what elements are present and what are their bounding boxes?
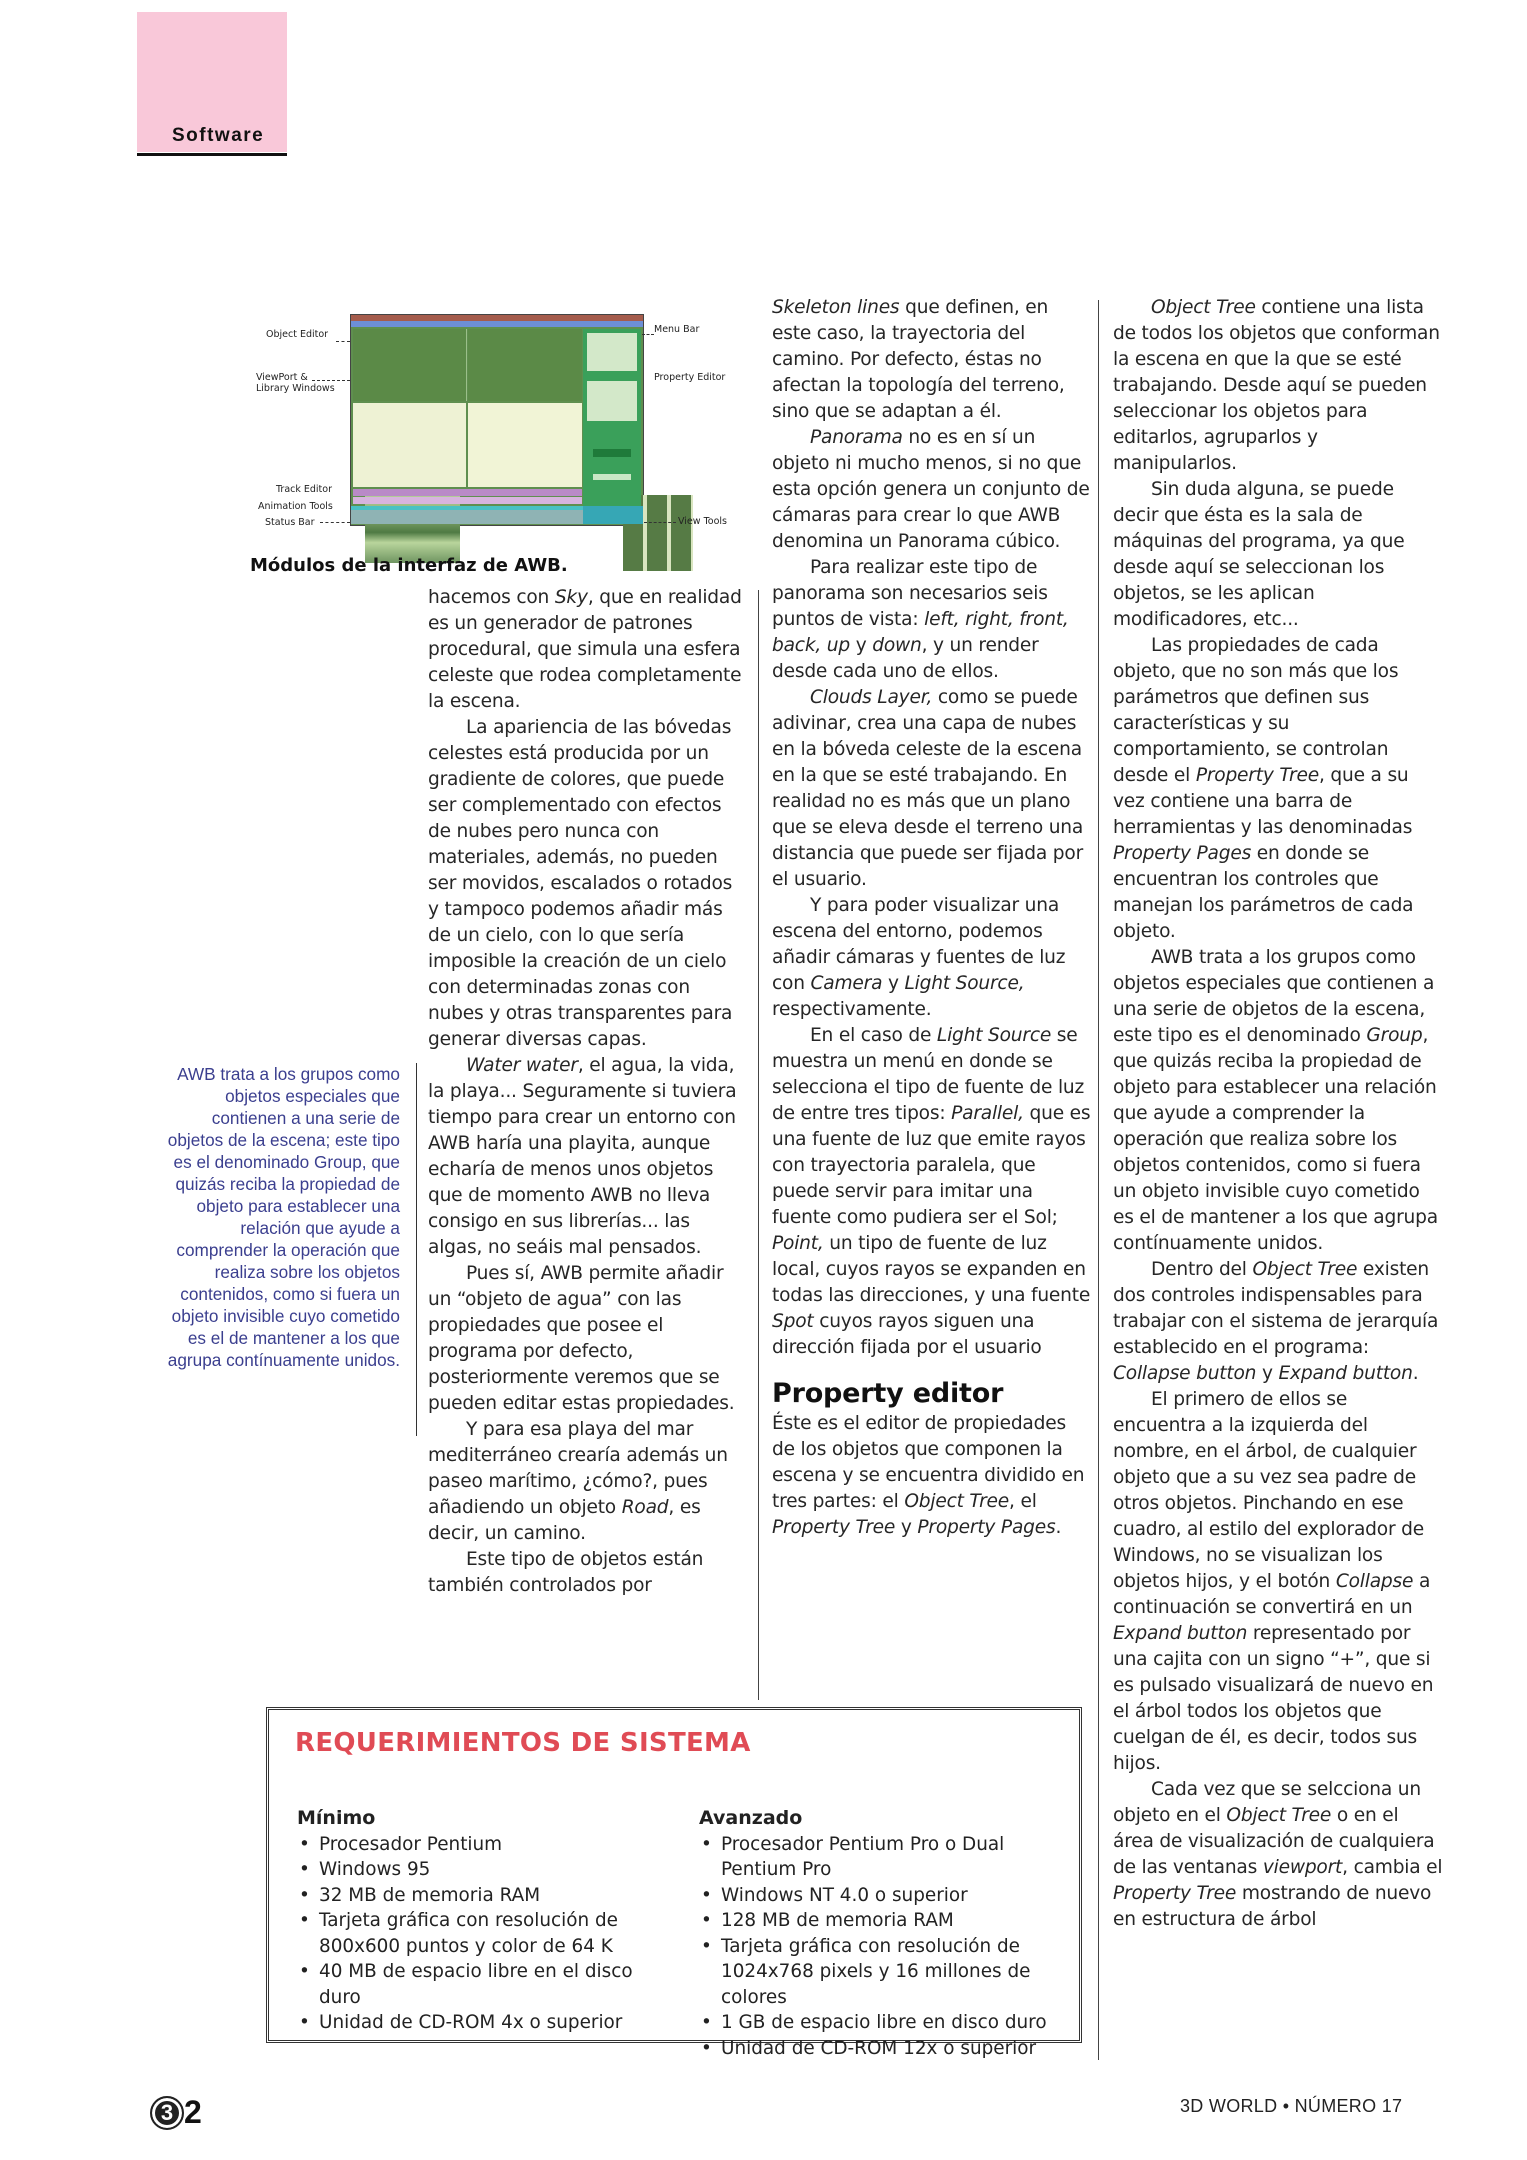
- requirement-item: • Unidad de CD-ROM 4x o superior: [297, 2010, 667, 2036]
- screenshot-library-window: [468, 403, 582, 487]
- term-object-tree: Object Tree: [1151, 297, 1256, 318]
- term-property-tree: Property Tree: [1113, 1883, 1237, 1904]
- article-column-1: [428, 585, 748, 1599]
- text: Y para poder visualizar una escena del entorno, podemos añadir cámaras y fuentes de luz con: [772, 895, 1066, 994]
- text: .: [1055, 1517, 1062, 1538]
- text: , cambia el: [1342, 1857, 1443, 1878]
- paragraph: [1113, 1257, 1443, 1387]
- page-number-digit: 2: [184, 2094, 202, 2130]
- text: que es una fuente de luz que emite rayos con trayectoria paralela, que puede servir para imitar una fuente como pudiera ser el Sol;: [772, 1103, 1091, 1228]
- requirements-advanced: [699, 1806, 1074, 2061]
- term-object-tree: Object Tree: [1252, 1259, 1358, 1280]
- term-down: down: [872, 635, 922, 656]
- text: que definen, en este caso, la trayectoria del camino. Por defecto, éstas no afectan la topología del terreno, sino que se adaptan a él.: [772, 297, 1065, 422]
- term-camera: Camera: [810, 973, 883, 994]
- system-requirements-box: [266, 1707, 1082, 2059]
- paragraph: [772, 425, 1092, 555]
- text: contiene una lista de todos los objetos que conforman la escena en que la que se esté trabajando. Desde aquí se pueden seleccionar los objetos para editarlos, agruparlos y manipularlos.: [1113, 297, 1440, 474]
- callout-object-editor: Object Editor: [266, 329, 329, 340]
- term-point: Point,: [772, 1233, 824, 1254]
- requirements-minimum: [297, 1806, 667, 2036]
- paragraph: [772, 1023, 1092, 1361]
- term-property-tree: Property Tree: [1195, 765, 1319, 786]
- text: Dentro del: [1151, 1259, 1253, 1280]
- status-strip: [351, 506, 584, 510]
- term-road: Road: [621, 1497, 669, 1518]
- property-pages-control: [593, 449, 631, 457]
- term-object-tree: Object Tree: [1226, 1805, 1332, 1826]
- text: hacemos con: [428, 587, 555, 608]
- text: y: [850, 635, 873, 656]
- term-sky: Sky: [554, 587, 588, 608]
- text: Cada vez que se selcciona un objeto en el: [1113, 1779, 1421, 1826]
- text: y: [1256, 1363, 1279, 1384]
- term-water: Water water: [466, 1055, 578, 1076]
- text: como se puede adivinar, crea una capa de nubes en la bóveda celeste de la escena en la que se esté trabajando. En realidad no es más que un plano que se eleva desde el terreno una distancia que puede ser fijada por el usuario.: [772, 687, 1084, 890]
- requirement-item: • Procesador Pentium Pro o Dual Pentium Pro: [699, 1832, 1074, 1883]
- paragraph: [1113, 1387, 1443, 1777]
- interface-figure: [250, 300, 750, 576]
- screenshot-toolbar: [351, 321, 643, 327]
- section-heading-property-editor: Property editor: [772, 1378, 1004, 1409]
- text: a continuación se convertirá en un: [1113, 1571, 1431, 1618]
- term-property-pages: Property Pages: [1113, 843, 1252, 864]
- text: mostrando de nuevo en estructura de árbol: [1113, 1883, 1432, 1930]
- requirement-item: • Windows NT 4.0 o superior: [699, 1883, 1074, 1909]
- term-expand-button: Expand button: [1113, 1623, 1248, 1644]
- paragraph: [772, 555, 1092, 685]
- text: se muestra un menú en donde se selecciona el tipo de fuente de luz de entre tres tipos:: [772, 1025, 1085, 1124]
- callout-library-windows: Library Windows: [256, 383, 335, 394]
- text: existen dos controles indispensables para trabajar con el sistema de jerarquía establecido en el programa:: [1113, 1259, 1439, 1358]
- text: Y para esa playa del mar mediterráneo crearía además un paseo marítimo, ¿cómo?, pues añadiendo un objeto: [428, 1419, 728, 1518]
- requirement-item: • 40 MB de espacio libre en el disco duro: [297, 1959, 667, 2010]
- screenshot-view-tools: [583, 506, 643, 524]
- paragraph: [1113, 1777, 1443, 1933]
- text: Para realizar este tipo de panorama son necesarios seis puntos de vista:: [772, 557, 1048, 630]
- text: Éste es el editor de propiedades de los objetos que componen la escena y se encuentra dividido en tres partes: el: [772, 1413, 1085, 1512]
- paragraph: [772, 685, 1092, 893]
- paragraph: [1113, 633, 1443, 945]
- paragraph: [772, 893, 1092, 1023]
- text: y: [882, 973, 905, 994]
- paragraph: Pues sí, AWB permite añadir un “objeto de agua” con las propiedades que posee el programa por defecto, posteriormente veremos que se pueden editar estas propiedades.: [428, 1263, 735, 1414]
- screenshot-animation-tools: [353, 497, 582, 504]
- paragraph: [1113, 945, 1443, 1257]
- requirement-item: • Tarjeta gráfica con resolución de 1024x768 pixels y 16 millones de colores: [699, 1934, 1074, 2011]
- term-property-tree: Property Tree: [772, 1517, 896, 1538]
- term-viewport: viewport: [1262, 1857, 1343, 1878]
- screenshot-viewport-render: [353, 403, 466, 487]
- section-label: Software: [172, 125, 265, 146]
- text: cuyos rayos siguen una dirección fijada por el usuario: [772, 1311, 1042, 1358]
- screenshot-track-editor: [353, 489, 582, 496]
- leader-line: [312, 380, 350, 382]
- requirements-title: REQUERIMIENTOS DE SISTEMA: [295, 1728, 751, 1758]
- term-property-pages: Property Pages: [917, 1517, 1056, 1538]
- text: Las propiedades de cada objeto, que no son más que los parámetros que definen sus características y su comportamiento, se controlan desde el: [1113, 635, 1399, 786]
- paragraph: La apariencia de las bóvedas celestes está producida por un gradiente de colores, que puede ser complementado con efectos de nubes pero nunca con materiales, además, no pueden ser movidos, escalados o rotados y tampoco podemos añadir más de un cielo, con lo que sería imposible la creación de un cielo con determinadas zonas con nubes y otras transparentes para generar diversas capas.: [428, 717, 733, 1050]
- term-group: Group: [1366, 1025, 1423, 1046]
- requirements-minimum-heading: Mínimo: [297, 1807, 376, 1829]
- text: , es decir, un camino.: [428, 1497, 701, 1544]
- text: , el agua, la vida, la playa... Seguramente si tuviera tiempo para crear un entorno con AWB haría una playita, aunque echaría de menos unos objetos que de momento AWB no lleva consigo en sus librerías... las algas, no seáis mal pensados.: [428, 1055, 737, 1258]
- term-light-source: Light Source,: [904, 973, 1025, 994]
- requirement-item: • Windows 95: [297, 1857, 667, 1883]
- paragraph: [772, 295, 1092, 425]
- requirement-item: • Unidad de CD-ROM 12x o superior: [699, 2036, 1074, 2062]
- paragraph: Sin duda alguna, se puede decir que ésta es la sala de máquinas del programa, ya que desde aquí se seleccionan los objetos, se les aplican modificadores, etc...: [1113, 479, 1405, 630]
- callout-viewport: ViewPort &: [256, 372, 308, 383]
- term-object-tree: Object Tree: [904, 1491, 1010, 1512]
- paragraph: [428, 585, 748, 715]
- callout-property-editor: Property Editor: [654, 372, 726, 383]
- article-column-3: [1113, 295, 1443, 1933]
- pull-quote-rule: [416, 1063, 417, 1436]
- column-rule: [1098, 300, 1099, 2060]
- callout-animation-tools: Animation Tools: [258, 501, 333, 512]
- requirement-item: • Tarjeta gráfica con resolución de 800x600 puntos y color de 64 K: [297, 1908, 667, 1959]
- callout-track-editor: Track Editor: [276, 484, 332, 495]
- term-clouds-layer: Clouds Layer,: [810, 687, 933, 708]
- property-tree-panel: [587, 381, 637, 421]
- text: , que en realidad es un generador de patrones procedural, que simula una esfera celeste que rodea completamente la escena.: [428, 587, 742, 712]
- requirement-item: • 32 MB de memoria RAM: [297, 1883, 667, 1909]
- term-collapse: Collapse: [1335, 1571, 1414, 1592]
- leader-line: [644, 522, 676, 524]
- requirement-item: • Procesador Pentium: [297, 1832, 667, 1858]
- text: no es en sí un objeto ni mucho menos, si no que esta opción genera un conjunto de cámaras para crear lo que AWB denomina un Panorama cúbico.: [772, 427, 1090, 552]
- term-spot: Spot: [772, 1311, 814, 1332]
- section-rule: [137, 153, 287, 156]
- term-light-source: Light Source: [936, 1025, 1052, 1046]
- term-expand-button: Expand button: [1278, 1363, 1413, 1384]
- callout-view-tools: View Tools: [678, 516, 727, 527]
- text: respectivamente.: [772, 999, 932, 1020]
- requirements-advanced-list: [699, 1832, 1074, 2062]
- text: , el: [1009, 1491, 1037, 1512]
- requirement-item: • 128 MB de memoria RAM: [699, 1908, 1074, 1934]
- paragraph: Este tipo de objetos están también controlados por: [428, 1549, 704, 1596]
- column-rule: [758, 590, 759, 1700]
- text: .: [1412, 1363, 1419, 1384]
- term-skeleton-lines: Skeleton lines: [772, 297, 900, 318]
- requirements-advanced-heading: Avanzado: [699, 1807, 803, 1829]
- text: , que a su vez contiene una barra de herramientas y las denominadas: [1113, 765, 1413, 838]
- leader-line: [320, 522, 350, 524]
- page-number-circled-digit: 3: [150, 2096, 184, 2130]
- text: o en el área de visualización de cualquiera de las ventanas: [1113, 1805, 1435, 1878]
- term-collapse-button: Collapse button: [1113, 1363, 1257, 1384]
- text: En el caso de: [810, 1025, 937, 1046]
- requirement-item: • 1 GB de espacio libre en disco duro: [699, 2010, 1074, 2036]
- term-parallel: Parallel,: [951, 1103, 1024, 1124]
- screenshot-status-bar: [351, 506, 584, 524]
- paragraph: [772, 1411, 1092, 1541]
- callout-menu-bar: Menu Bar: [654, 324, 700, 335]
- text: representado por una cajita con un signo “+”, que si es pulsado visualizará de nuevo en el árbol todos los objetos que cuelgan de él, es decir, todos sus hijos.: [1113, 1623, 1434, 1774]
- awb-screenshot: [350, 314, 644, 526]
- leader-line: [642, 334, 654, 336]
- article-column-2: [772, 295, 1092, 1541]
- magazine-issue: 3D WORLD • NÚMERO 17: [1180, 2096, 1403, 2116]
- text: un tipo de fuente de luz local, cuyos rayos se expanden en todas las direcciones, y una fuente: [772, 1233, 1091, 1306]
- text: en donde se encuentran los controles que manejan los parámetros de cada objeto.: [1113, 843, 1414, 942]
- term-panorama: Panorama: [810, 427, 903, 448]
- text: y: [895, 1517, 918, 1538]
- text: El primero de ellos se encuentra a la izquierda del nombre, en el árbol, de cualquier objeto que a su vez sea padre de otros objetos. Pinchando en ese cuadro, al estilo del explorador de Windows, no se visualizan los objetos hijos, y el botón: [1113, 1389, 1424, 1592]
- paragraph: [428, 1417, 748, 1547]
- pull-quote: AWB trata a los grupos como objetos especiales que contienen a una serie de objetos de la escena; este tipo es el denominado Group, que quizás reciba la propiedad de objeto para establecer una relación que ayude a comprender la operación que realiza sobre los objetos contenidos, como si fuera un objeto invisible cuyo cometido es el de mantener a los que agrupa contínuamente unidos.: [167, 1064, 400, 1370]
- text: , y un render desde cada uno de ellos.: [772, 635, 1039, 682]
- screenshot-viewport-top-left: [353, 329, 467, 401]
- text: , que quizás reciba la propiedad de objeto para establecer una relación que ayude a comprender la operación que realiza sobre los objetos contenidos, como si fuera un objeto invisible cuyo cometido es el de mantener a los que agrupa contínuamente unidos.: [1113, 1025, 1438, 1254]
- property-pages-button: [593, 474, 631, 480]
- object-tree-panel: [587, 333, 637, 371]
- term-views: left, right, front, back, up: [772, 609, 1069, 656]
- leader-line: [336, 341, 350, 343]
- callout-status-bar: Status Bar: [265, 517, 315, 528]
- paragraph: [428, 1053, 748, 1261]
- page-number: [150, 2094, 202, 2131]
- screenshot-viewport-top-right: [468, 329, 582, 401]
- paragraph: [1113, 295, 1443, 477]
- text: AWB trata a los grupos como objetos especiales que contienen a una serie de objetos de la escena, este tipo es el denominado: [1113, 947, 1435, 1046]
- figure-caption: Módulos de la interfaz de AWB.: [250, 555, 568, 576]
- requirements-minimum-list: [297, 1832, 667, 2036]
- screenshot-property-editor: [583, 329, 641, 513]
